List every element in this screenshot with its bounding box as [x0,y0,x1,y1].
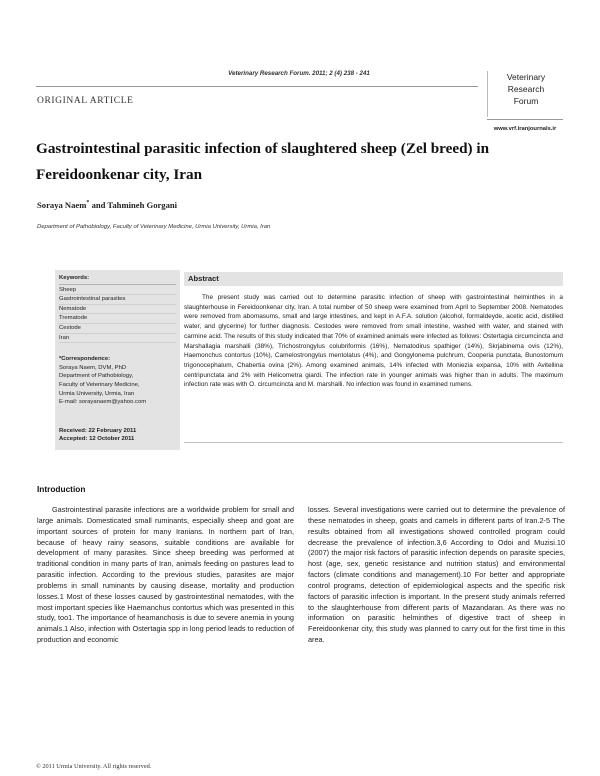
author-name: Soraya Naem [37,200,87,210]
accepted-date: Accepted: 12 October 2011 [59,436,135,443]
journal-url[interactable]: www.vrf.iranjournals.ir [493,126,557,132]
journal-citation: Veterinary Research Forum. 2011; 2 (4) 238 - 241 [228,70,370,77]
keyword: Cestode [59,324,176,334]
correspondence-email[interactable]: E-mail: sorayanaem@yahoo.com [59,399,147,406]
correspondence-line: Department of Pathobiology, [59,373,134,380]
abstract-text: The present study was carried out to determine parasitic infection of sheep with gastrointestinal helminthes in a slaughterhouse in Fereidoonkenar city, Iran. A total number of 50 sheep were examined from April to September 2008. Nematodes were removed from abomasums, small and large intestines, and kept in A.F.A. solution (alcohol, formaldeyde, acetic acid, distilled water, and glycerine) for further diagnosis. Cestodes were removed from small intestine, washed with water, and stained with carmine acid. The results of this study indicated that 70% of examined animals were infected as follows: Ostertagia circumcincta and Marshallagia marshalli (38%), Trichostrongylus colubriformis (16%), Nematodirus spathiger (14%), Skrjabinema ovis (12%), Haemonchus contortus (10%), Camelostrongylus mentolatus (4%), and Gongylonema pulchrum, Cooperia punctata, Bunostomum trigonocephalum, Chabertia ovina (2%). Among examined animals, 14% infected with Moniezia expansa, 10% with Avitellina centripunctata and 2% with Helicometra giardi. The infection rate in younger animals was higher than in adults. The maximum infection rate was with O. circumcincta and M. marshalli. No infection was found in examined rumens. [184,294,563,389]
correspondence-heading: *Correspondence: [59,356,111,363]
correspondence-line: Soraya Naem, DVM, PhD [59,364,127,371]
logo-line: Research [507,84,545,94]
paper-title: Gastrointestinal parasitic infection of slaughtered sheep (Zel breed) in Fereidoonkenar city, Iran [36,140,490,183]
abstract-heading-text: Abstract [188,274,219,283]
keyword: Nematode [59,305,176,315]
copyright-notice: © 2011 Urmia University. All rights reserved. [36,763,152,770]
introduction-heading: Introduction [37,484,86,494]
logo-line: Veterinary [506,72,546,82]
abstract-heading [184,272,563,286]
logo-rule [487,119,563,120]
correspondence-line: Urmia University, Urmia, Iran [59,390,135,397]
abstract-rule [184,442,563,443]
journal-logo [487,71,564,117]
header-rule [36,86,478,87]
author-list [37,200,177,210]
body-column-right [308,505,565,646]
keyword: Gastrointestinal parasites [59,295,176,305]
keyword: Sheep [59,286,176,296]
author-name: and Tahmineh Gorgani [89,200,178,210]
abstract-body [184,293,563,390]
keyword: Iran [59,334,176,344]
body-column-left [37,505,294,646]
body-paragraph: losses. Several investigations were carried out to determine the prevalence of these nematodes in sheep, goats and camels in different parts of Iran.2-5 The results obtained from all investigations showed controlled program could decrease the prevalence of infection.3,6 According to Odoi and Muzisi.10 (2007) the major risk factors of parasitic infection depends on parasite species, host (age, sex, genetic resistance and nutrition status) and environmental factors (climate conditions and management).10 For better and appropriate control programs, detection of epidemiological aspects and the specific risk factors of parasitic infection is important. In the present study animals referred to the slaughterhouse from different parts of Mazandaran. As there was no information on parasitic helminthes of digestive tract of sheep in Fereidoonkenar city, this study was planned to carry out for the first time in this area. [308,505,565,645]
body-paragraph: Gastrointestinal parasite infections are a worldwide problem for small and large animals. Domesticated small ruminants, especially sheep and goat are important sources of protein for many Iranians. In northern part of Iran, because of heavy rainy seasons, suitable conditions are available for development of many parasites. Since sheep breeding was performed at traditional condition in many parts of Iran, animals feeding on pastures lead to parasitic infection. According to the previous studies, parasites are major problems in small ruminants by causing disease, mortality and production losses.1 Most of these losses caused by gastrointestinal nematodes, with the most important species like Haemanchus contortus which was presented in this study, too1. The importance of heamanchosis is due to severe anemia in young animals.1 Also, infection with Ostertagia spp in long period leads to reduction of production and economic [37,505,294,645]
keywords-heading: Keywords: [59,274,176,285]
received-date: Received: 22 February 2011 [59,427,137,434]
article-info-sidebar [55,270,180,450]
correspondence-line: Faculty of Veterinary Medicine, [59,381,140,388]
corresponding-mark: * [86,200,90,207]
keyword: Trematode [59,314,176,324]
logo-line: Forum [513,96,539,106]
affiliation: Department of Pathobiology, Faculty of Veterinary Medicine, Urmia University, Urmia, Iran [37,224,271,230]
article-type: ORIGINAL ARTICLE [37,96,134,106]
